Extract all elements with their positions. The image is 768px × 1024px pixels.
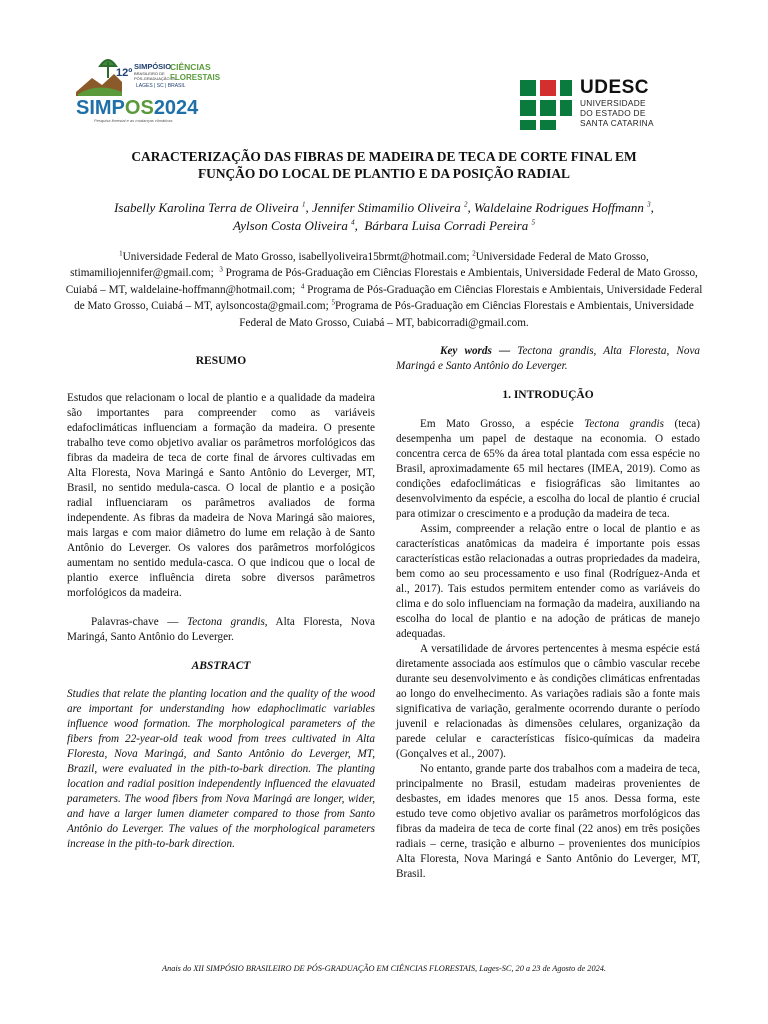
author: Bárbara Luisa Corradi Pereira xyxy=(364,218,529,233)
left-column xyxy=(67,354,375,852)
simpos-logo-icon xyxy=(74,52,254,124)
svg-text:12º: 12º xyxy=(116,67,133,79)
svg-text:SIMPÓSIO: SIMPÓSIO xyxy=(134,62,172,71)
intro-paragraph: Assim, compreender a relação entre o local de plantio e as características anatômicas da madeira é importante pois essas características estão relacionadas a outras propriedades da madeira, bem como ao seu processamento e uso final (Rodríguez-Anda et al., 2017). Tais estudos permitem entender como as variáveis do clima e do solo influenciam na formação da madeira, auxiliando na escolha do local de plantio e na adoção de práticas de manejo adequadas. xyxy=(396,523,700,640)
svg-text:SIMPOS2024: SIMPOS2024 xyxy=(76,97,199,119)
author-list: Isabelly Karolina Terra de Oliveira $^1$, Jennifer Stimamilio Oliveira $^2$, Waldelaine Rodrigues Hoffmann $^3$, Aylson Costa Oliveira $^4$, Bárbara Luisa Corradi Pereira $^5$ xyxy=(114,200,654,233)
affiliations: $^1$Universidade Federal de Mato Grosso, isabellyoliveira15brmt@hotmail.com; $^2$Universidade Federal de Mato Grosso, stimamiliojennifer@gmail.com; $^3$ Programa de Pós-Graduação em Ciências Florestais e Ambientais, Universidade Federal de Mato Grosso, Cuiabá – MT, waldelaine-hoffmann@hotmail.com; $^4$ Programa de Pós-Graduação em Ciências Florestais e Ambientais, Universidade Federal de Mato Grosso, Cuiabá – MT, aylsoncosta@gmail.com; $^5$Programa de Pós-Graduação em Ciências Florestais e Ambientais, Universidade Federal de Mato Grosso, Cuiabá – MT, babicorradi@gmail.com. xyxy=(65,249,703,329)
svg-text:PÓS-GRADUAÇÃO EM: PÓS-GRADUAÇÃO EM xyxy=(134,76,177,81)
intro-paragraph: Em Mato Grosso, a espécie Tectona grandis (teca) desempenha um papel de destaque na economia. O estado concentra cerca de 65% da área total plantada com essa espécie no Brasil, aproximadamente 65 mil hectares (IMEA, 2019). Como as condições edafoclimáticas e fisiográficas são limitantes ao desenvolvimento da espécie, a escolha do local de plantio é crucial para otimizar o crescimento e a produção da madeira de teca. xyxy=(396,418,700,520)
key-words: Key words — Tectona grandis, Alta Floresta, Nova Maringá e Santo Antônio do Leverger. xyxy=(396,345,701,372)
udesc-subtitle: UNIVERSIDADE DO ESTADO DE SANTA CATARINA xyxy=(580,98,654,128)
svg-text:Pesquisa florestal e as mudanç: Pesquisa florestal e as mudanças climáticas xyxy=(94,118,173,123)
resumo-heading: RESUMO xyxy=(195,355,247,367)
svg-text:FLORESTAIS: FLORESTAIS xyxy=(170,73,221,82)
svg-text:CIÊNCIAS: CIÊNCIAS xyxy=(170,62,211,72)
svg-text:LAGES | SC | BRASIL: LAGES | SC | BRASIL xyxy=(136,83,186,89)
udesc-logo xyxy=(520,78,670,130)
right-column xyxy=(396,344,700,882)
simpos-logo xyxy=(74,52,254,124)
intro-heading: 1. INTRODUÇÃO xyxy=(502,389,594,401)
page-footer: Anais do XII SIMPÓSIO BRASILEIRO DE PÓS-GRADUAÇÃO EM CIÊNCIAS FLORESTAIS, Lages-SC, 20 a 23 de Agosto de 2024. xyxy=(162,964,606,973)
udesc-name: UDESC xyxy=(580,77,650,98)
abstract-body: Studies that relate the planting location and the quality of the wood are important for understanding how edaphoclimatic variables influence wood formation. The morphological parameters of the fibers from 22-year-old teak wood from trees cultivated in Alta Floresta, Nova Maringá, and Santo Antônio do Leverger, MT, Brazil, were evaluated in the pith-to-bark direction. The planting location and radial position independently influenced the elavuated parameters. The wood fibers from Nova Maringá are longer, wider, and have a larger lumen diameter compared to those from Santo Antônio do Leverger. The values of the morphological parameters increase in the pith-to-bark direction. xyxy=(67,688,375,850)
palavras-chave: Palavras-chave — Tectona grandis, Alta Floresta, Nova Maringá, Santo Antônio do Leverger. xyxy=(67,616,375,643)
author: Waldelaine Rodrigues Hoffmann xyxy=(473,200,644,215)
abstract-heading: ABSTRACT xyxy=(191,660,251,672)
paper-title: CARACTERIZAÇÃO DAS FIBRAS DE MADEIRA DE TECA DE CORTE FINAL EM FUNÇÃO DO LOCAL DE PLANTIO E DA POSIÇÃO RADIAL xyxy=(131,149,637,181)
intro-paragraph: A versatilidade de árvores pertencentes à mesma espécie está diretamente associada aos estímulos que o câmbio vascular recebe durante seu desenvolvimento e às condições climáticas enfrentadas ao longo do envelhecimento. As variações radiais são a fonte mais significativa de variação, geralmente ocorrendo durante o período juvenil e relacionadas às dimensões celulares, organização da parede celular e características físico-químicas da madeira (Gonçalves et al., 2007). xyxy=(396,643,700,760)
intro-paragraph: No entanto, grande parte dos trabalhos com a madeira de teca, principalmente no Brasil, estudam madeiras provenientes de desbastes, em idades menores que 15 anos. Dessa forma, este estudo teve como objetivo avaliar os parâmetros morfológicos das fibras da madeira de teca de corte final (22 anos) em três posições radiais – cerne, trasição e alburno – provenientes dos municípios Alta Floresta, Nova Maringá e Santo Antônio do Leverger, MT, Brasil. xyxy=(396,763,700,880)
author: Jennifer Stimamilio Oliveira xyxy=(311,200,461,215)
author: Aylson Costa Oliveira xyxy=(233,218,348,233)
svg-text:BRASILEIRO DE: BRASILEIRO DE xyxy=(134,71,165,76)
author: Isabelly Karolina Terra de Oliveira xyxy=(114,200,299,215)
udesc-mark-icon xyxy=(520,78,572,130)
resumo-body: Estudos que relacionam o local de plantio e a qualidade da madeira são importantes para compreender como as variáveis edafoclimáticas influenciam a formação da madeira. O presente trabalho teve como objetivo avaliar os parâmetros morfológicos das fibras da madeira de teca de corte final de árvores cultivadas em Alta Floresta, Nova Maringá e Santo Antônio do Leverger, MT, Brasil, no sentido medula-casca. O local de plantio e a posição radial influenciaram os parâmetros avaliados de forma independente. As fibras da madeira de Nova Maringá são maiores, mais largas e com maior diâmetro do lume em relação à de Santo Antônio do Leverger. Os valores dos parâmetros morfológicos aumentam no sentido medula-casca. O que indicou que o local de plantio exerce influência direta sobre diversos parâmetros morfológicos da madeira. xyxy=(67,392,375,599)
